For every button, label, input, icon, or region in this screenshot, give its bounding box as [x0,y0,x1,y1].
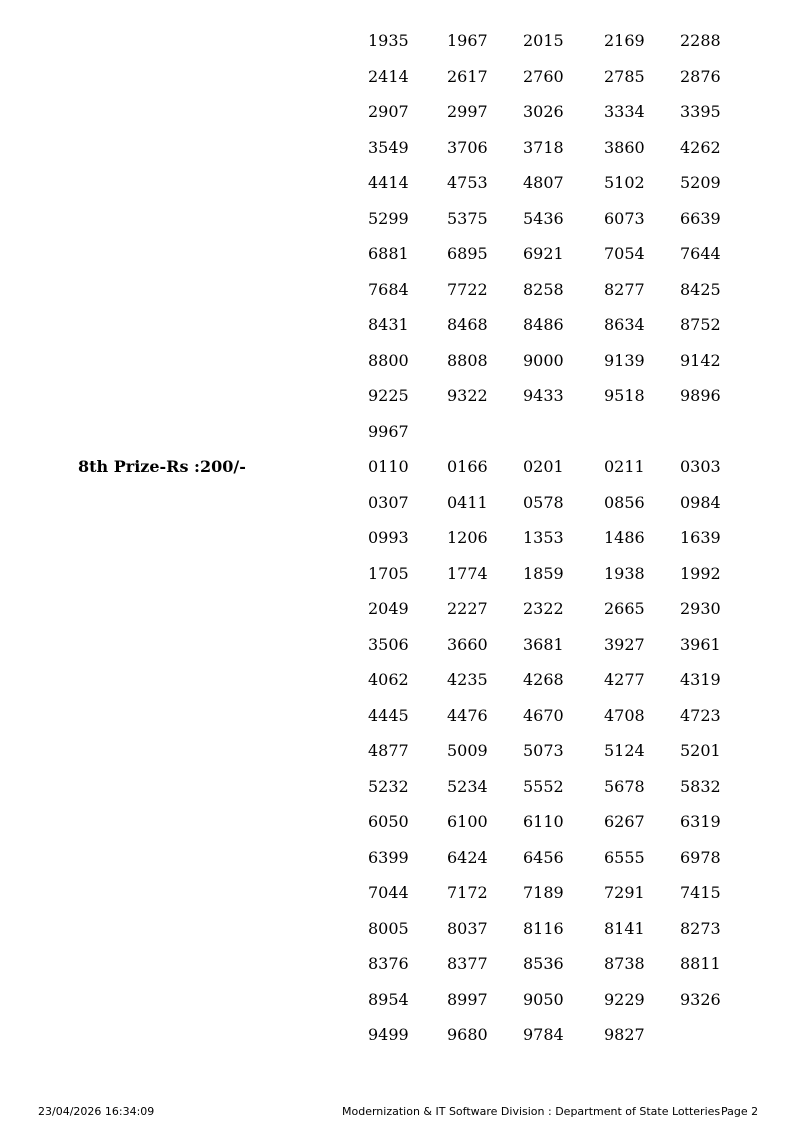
ticket-number: 8954 [368,989,409,1009]
ticket-number: 2617 [447,66,488,86]
ticket-number: 6267 [604,812,645,831]
ticket-number: 1639 [680,528,721,547]
footer-organization: Modernization & IT Software Division : Department of State Lotteries [342,1105,721,1118]
ticket-number: 5436 [523,208,564,228]
ticket-number: 7722 [447,279,488,299]
ticket-number: 1353 [523,528,564,547]
ticket-number: 2760 [523,66,564,86]
ticket-number: 3706 [447,137,488,157]
ticket-number: 0856 [604,492,645,512]
ticket-number: 0211 [604,457,645,476]
ticket-number: 8141 [604,918,645,938]
ticket-number: 4723 [680,705,721,725]
ticket-number: 3961 [680,634,721,654]
ticket-number: 4277 [604,670,645,689]
ticket-number: 0110 [368,457,409,476]
ticket-number: 0578 [523,492,564,512]
ticket-number: 9967 [368,421,409,441]
ticket-number: 4235 [447,670,488,689]
ticket-number: 9499 [368,1025,409,1044]
ticket-number: 2288 [680,31,721,50]
ticket-number: 8273 [680,918,721,938]
ticket-number: 4753 [447,173,488,192]
ticket-number: 6073 [604,208,645,228]
ticket-number: 7684 [368,279,409,299]
ticket-number: 6100 [447,812,488,831]
ticket-number: 0411 [447,492,488,512]
ticket-number: 0201 [523,457,564,476]
ticket-number: 4445 [368,705,409,725]
ticket-number: 3860 [604,137,645,157]
ticket-number: 5299 [368,208,409,228]
ticket-number: 5552 [523,776,564,796]
ticket-number: 4807 [523,173,564,192]
ticket-number: 2876 [680,66,721,86]
ticket-number: 9326 [680,989,721,1009]
ticket-number: 8486 [523,315,564,334]
ticket-number: 3506 [368,634,409,654]
ticket-number: 5009 [447,741,488,760]
ticket-number: 7054 [604,244,645,263]
ticket-number: 8738 [604,954,645,973]
ticket-number: 8997 [447,989,488,1009]
ticket-number: 7415 [680,883,721,902]
ticket-number: 9784 [523,1025,564,1044]
ticket-number: 1774 [447,563,488,583]
ticket-number: 9225 [368,386,409,405]
ticket-number: 1859 [523,563,564,583]
ticket-number: 9229 [604,989,645,1009]
ticket-number: 8005 [368,918,409,938]
ticket-number: 3549 [368,137,409,157]
ticket-number: 5234 [447,776,488,796]
ticket-number: 8536 [523,954,564,973]
ticket-number: 5209 [680,173,721,192]
ticket-number: 1938 [604,563,645,583]
ticket-number: 9827 [604,1025,645,1044]
ticket-number: 7291 [604,883,645,902]
ticket-number: 8258 [523,279,564,299]
ticket-number: 8377 [447,954,488,973]
ticket-number: 4476 [447,705,488,725]
ticket-number: 1206 [447,528,488,547]
ticket-number: 8634 [604,315,645,334]
ticket-number: 8800 [368,350,409,370]
ticket-number: 5102 [604,173,645,192]
footer-page-number: Page 2 [721,1105,759,1118]
ticket-number: 4262 [680,137,721,157]
ticket-number: 9139 [604,350,645,370]
ticket-number: 8468 [447,315,488,334]
ticket-number: 6978 [680,847,721,867]
ticket-number: 2015 [523,31,564,50]
ticket-number: 4877 [368,741,409,760]
ticket-number: 4319 [680,670,721,689]
ticket-number: 2414 [368,66,409,86]
ticket-number: 9433 [523,386,564,405]
ticket-number: 2322 [523,599,564,618]
ticket-number: 6424 [447,847,488,867]
ticket-number: 0166 [447,457,488,476]
ticket-number: 9518 [604,386,645,405]
ticket-number: 5232 [368,776,409,796]
ticket-number: 8808 [447,350,488,370]
ticket-number: 2227 [447,599,488,618]
ticket-number: 0984 [680,492,721,512]
ticket-number: 6456 [523,847,564,867]
ticket-number: 7044 [368,883,409,902]
ticket-number: 9050 [523,989,564,1009]
ticket-number: 4062 [368,670,409,689]
ticket-number: 4414 [368,173,409,192]
ticket-number: 0303 [680,457,721,476]
ticket-number: 2049 [368,599,409,618]
ticket-number: 6319 [680,812,721,831]
ticket-number: 2907 [368,102,409,121]
ticket-number: 3395 [680,102,721,121]
ticket-number: 2169 [604,31,645,50]
ticket-number: 3334 [604,102,645,121]
ticket-number: 7189 [523,883,564,902]
ticket-number: 4708 [604,705,645,725]
ticket-number: 5201 [680,741,721,760]
eighth-prize-label: 8th Prize-Rs :200/- [78,457,246,476]
ticket-number: 7172 [447,883,488,902]
ticket-number: 8376 [368,954,409,973]
ticket-number: 2997 [447,102,488,121]
ticket-number: 8116 [523,918,564,938]
ticket-number: 8037 [447,918,488,938]
ticket-number: 9896 [680,386,721,405]
ticket-number: 5124 [604,741,645,760]
ticket-number: 9322 [447,386,488,405]
ticket-number: 4670 [523,705,564,725]
ticket-number: 3026 [523,102,564,121]
ticket-number: 2665 [604,599,645,618]
ticket-number: 6050 [368,812,409,831]
ticket-number: 6921 [523,244,564,263]
ticket-number: 1967 [447,31,488,50]
ticket-number: 5375 [447,208,488,228]
ticket-number: 6639 [680,208,721,228]
ticket-number: 1705 [368,563,409,583]
ticket-number: 6399 [368,847,409,867]
footer-timestamp: 23/04/2026 16:34:09 [38,1105,155,1118]
ticket-number: 8811 [680,954,721,973]
ticket-number: 2930 [680,599,721,618]
ticket-number: 1486 [604,528,645,547]
ticket-number: 3927 [604,634,645,654]
ticket-number: 3660 [447,634,488,654]
ticket-number: 5832 [680,776,721,796]
ticket-number: 9680 [447,1025,488,1044]
ticket-number: 6555 [604,847,645,867]
ticket-number: 5073 [523,741,564,760]
ticket-number: 1992 [680,563,721,583]
ticket-number: 3681 [523,634,564,654]
ticket-number: 6110 [523,812,564,831]
ticket-number: 5678 [604,776,645,796]
ticket-number: 6881 [368,244,409,263]
ticket-number: 8431 [368,315,409,334]
ticket-number: 4268 [523,670,564,689]
ticket-number: 8277 [604,279,645,299]
ticket-number: 0993 [368,528,409,547]
ticket-number: 0307 [368,492,409,512]
ticket-number: 1935 [368,31,409,50]
ticket-number: 2785 [604,66,645,86]
ticket-number: 8425 [680,279,721,299]
ticket-number: 3718 [523,137,564,157]
ticket-number: 7644 [680,244,721,263]
ticket-number: 6895 [447,244,488,263]
ticket-number: 8752 [680,315,721,334]
ticket-number: 9142 [680,350,721,370]
ticket-number: 9000 [523,350,564,370]
